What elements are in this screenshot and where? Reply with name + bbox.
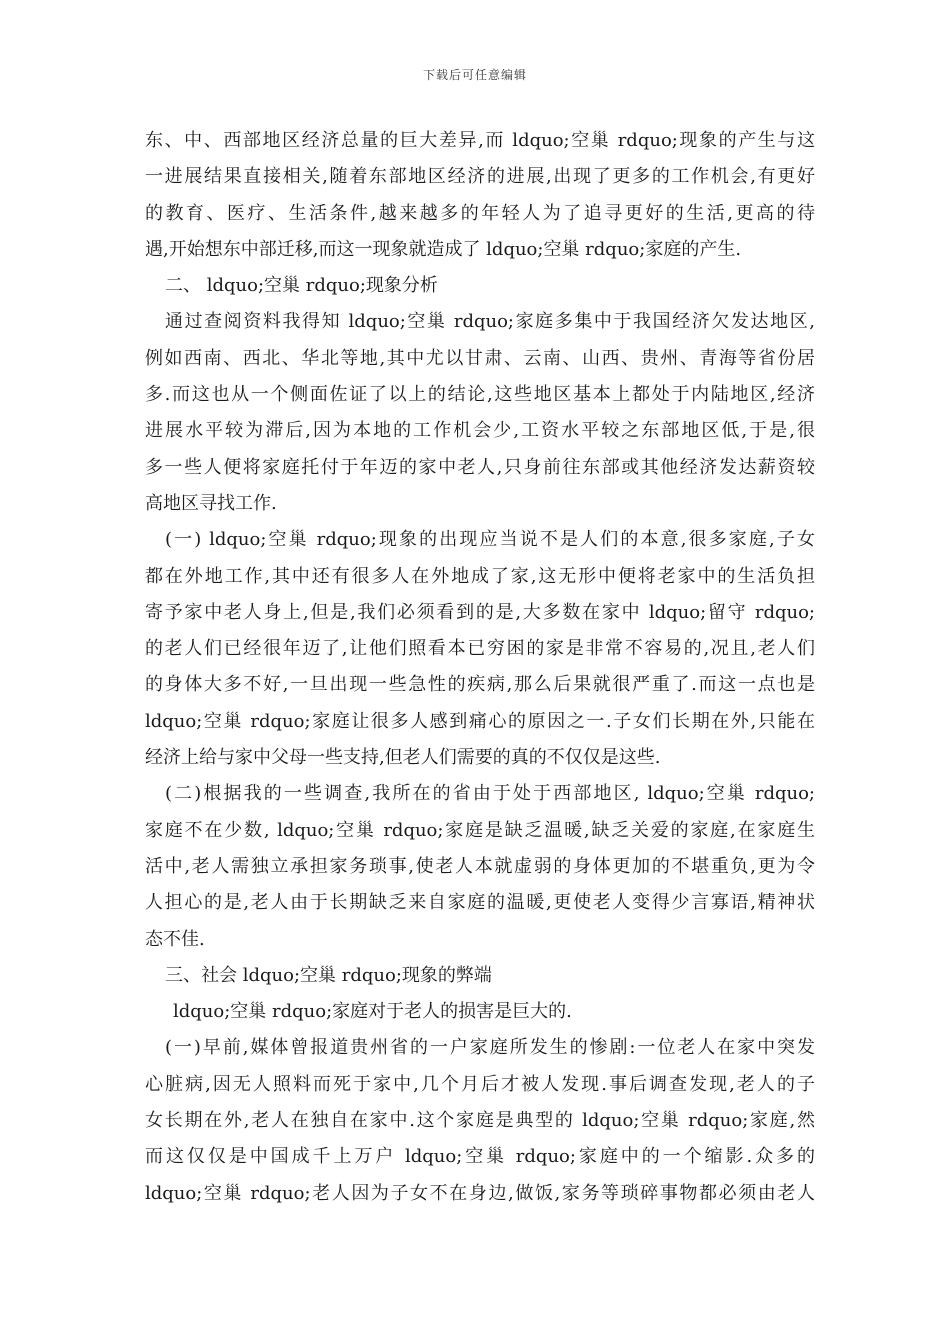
text-line: 遇,开始想东中部迁移,而这一现象就造成了 ldquo;空巢 rdquo;家庭的产生. [145, 238, 742, 260]
text-line: 三、社会 ldquo;空巢 rdquo;现象的弊端 [165, 964, 492, 986]
text-line: 东、中、西部地区经济总量的巨大差异,而 ldquo;空巢 rdquo;现象的产生与这 [145, 130, 815, 151]
text-line: 女长期在外,老人在独自在家中.这个家庭是典型的 ldquo;空巢 rdquo;家庭,然 [145, 1110, 815, 1132]
text-line: 高地区寻找工作. [145, 492, 277, 514]
text-line: ldquo;空巢 rdquo;老人因为子女不在身边,做饭,家务等琐碎事物都必须由老人 [145, 1182, 815, 1204]
text-line: 一进展结果直接相关,随着东部地区经济的进展,出现了更多的工作机会,有更好 [145, 166, 815, 188]
text-line: 而这仅仅是中国成千上万户 ldquo;空巢 rdquo;家庭中的一个缩影.众多的 [145, 1146, 815, 1168]
text-line: 寄予家中老人身上,但是,我们必须看到的是,大多数在家中 ldquo;留守 rdquo; [145, 601, 815, 623]
text-line: 例如西南、西北、华北等地,其中尤以甘肃、云南、山西、贵州、青海等省份居 [145, 347, 815, 369]
text-line: 心脏病,因无人照料而死于家中,几个月后才被人发现.事后调查发现,老人的子 [145, 1073, 815, 1095]
text-line: 态不佳. [145, 928, 205, 950]
text-line: (一)早前,媒体曾报道贵州省的一户家庭所发生的惨剧:一位老人在家中突发 [165, 1037, 815, 1059]
text-line: 通过查阅资料我得知 ldquo;空巢 rdquo;家庭多集中于我国经济欠发达地区, [165, 311, 815, 333]
text-line: 的教育、医疗、生活条件,越来越多的年轻人为了追寻更好的生活,更高的待 [145, 202, 815, 224]
document-body [145, 123, 815, 1212]
text-line: 家庭不在少数, ldquo;空巢 rdquo;家庭是缺乏温暖,缺乏关爱的家庭,在家庭生 [145, 819, 815, 841]
text-line: 多一些人便将家庭托付于年迈的家中老人,只身前往东部或其他经济发达薪资较 [145, 456, 815, 478]
text-line: 多.而这也从一个侧面佐证了以上的结论,这些地区基本上都处于内陆地区,经济 [145, 384, 815, 406]
text-line: (二)根据我的一些调查,我所在的省由于处于西部地区, ldquo;空巢 rdquo; [165, 783, 815, 805]
text-line: (一) ldquo;空巢 rdquo;现象的出现应当说不是人们的本意,很多家庭,子女 [165, 529, 815, 551]
text-line: ldquo;空巢 rdquo;家庭让很多人感到痛心的原因之一.子女们长期在外,只能在 [145, 710, 815, 732]
text-line: 都在外地工作,其中还有很多人在外地成了家,这无形中便将老家中的生活负担 [145, 565, 815, 587]
text-line: ldquo;空巢 rdquo;家庭对于老人的损害是巨大的. [173, 1001, 572, 1023]
text-line: 人担心的是,老人由于长期缺乏来自家庭的温暖,更使老人变得少言寡语,精神状 [145, 892, 815, 914]
text-line: 进展水平较为滞后,因为本地的工作机会少,工资水平较之东部地区低,于是,很 [145, 420, 815, 442]
text-line: 经济上给与家中父母一些支持,但老人们需要的真的不仅仅是这些. [145, 747, 661, 769]
text-line: 二、 ldquo;空巢 rdquo;现象分析 [165, 275, 438, 297]
text-line: 的老人们已经很年迈了,让他们照看本已穷困的家是非常不容易的,况且,老人们 [145, 638, 815, 660]
text-line: 活中,老人需独立承担家务琐事,使老人本就虚弱的身体更加的不堪重负,更为令 [145, 855, 815, 877]
page-header: 下载后可任意编辑 [422, 68, 527, 82]
text-line: 的身体大多不好,一旦出现一些急性的疾病,那么后果就很严重了.而这一点也是 [145, 674, 815, 696]
